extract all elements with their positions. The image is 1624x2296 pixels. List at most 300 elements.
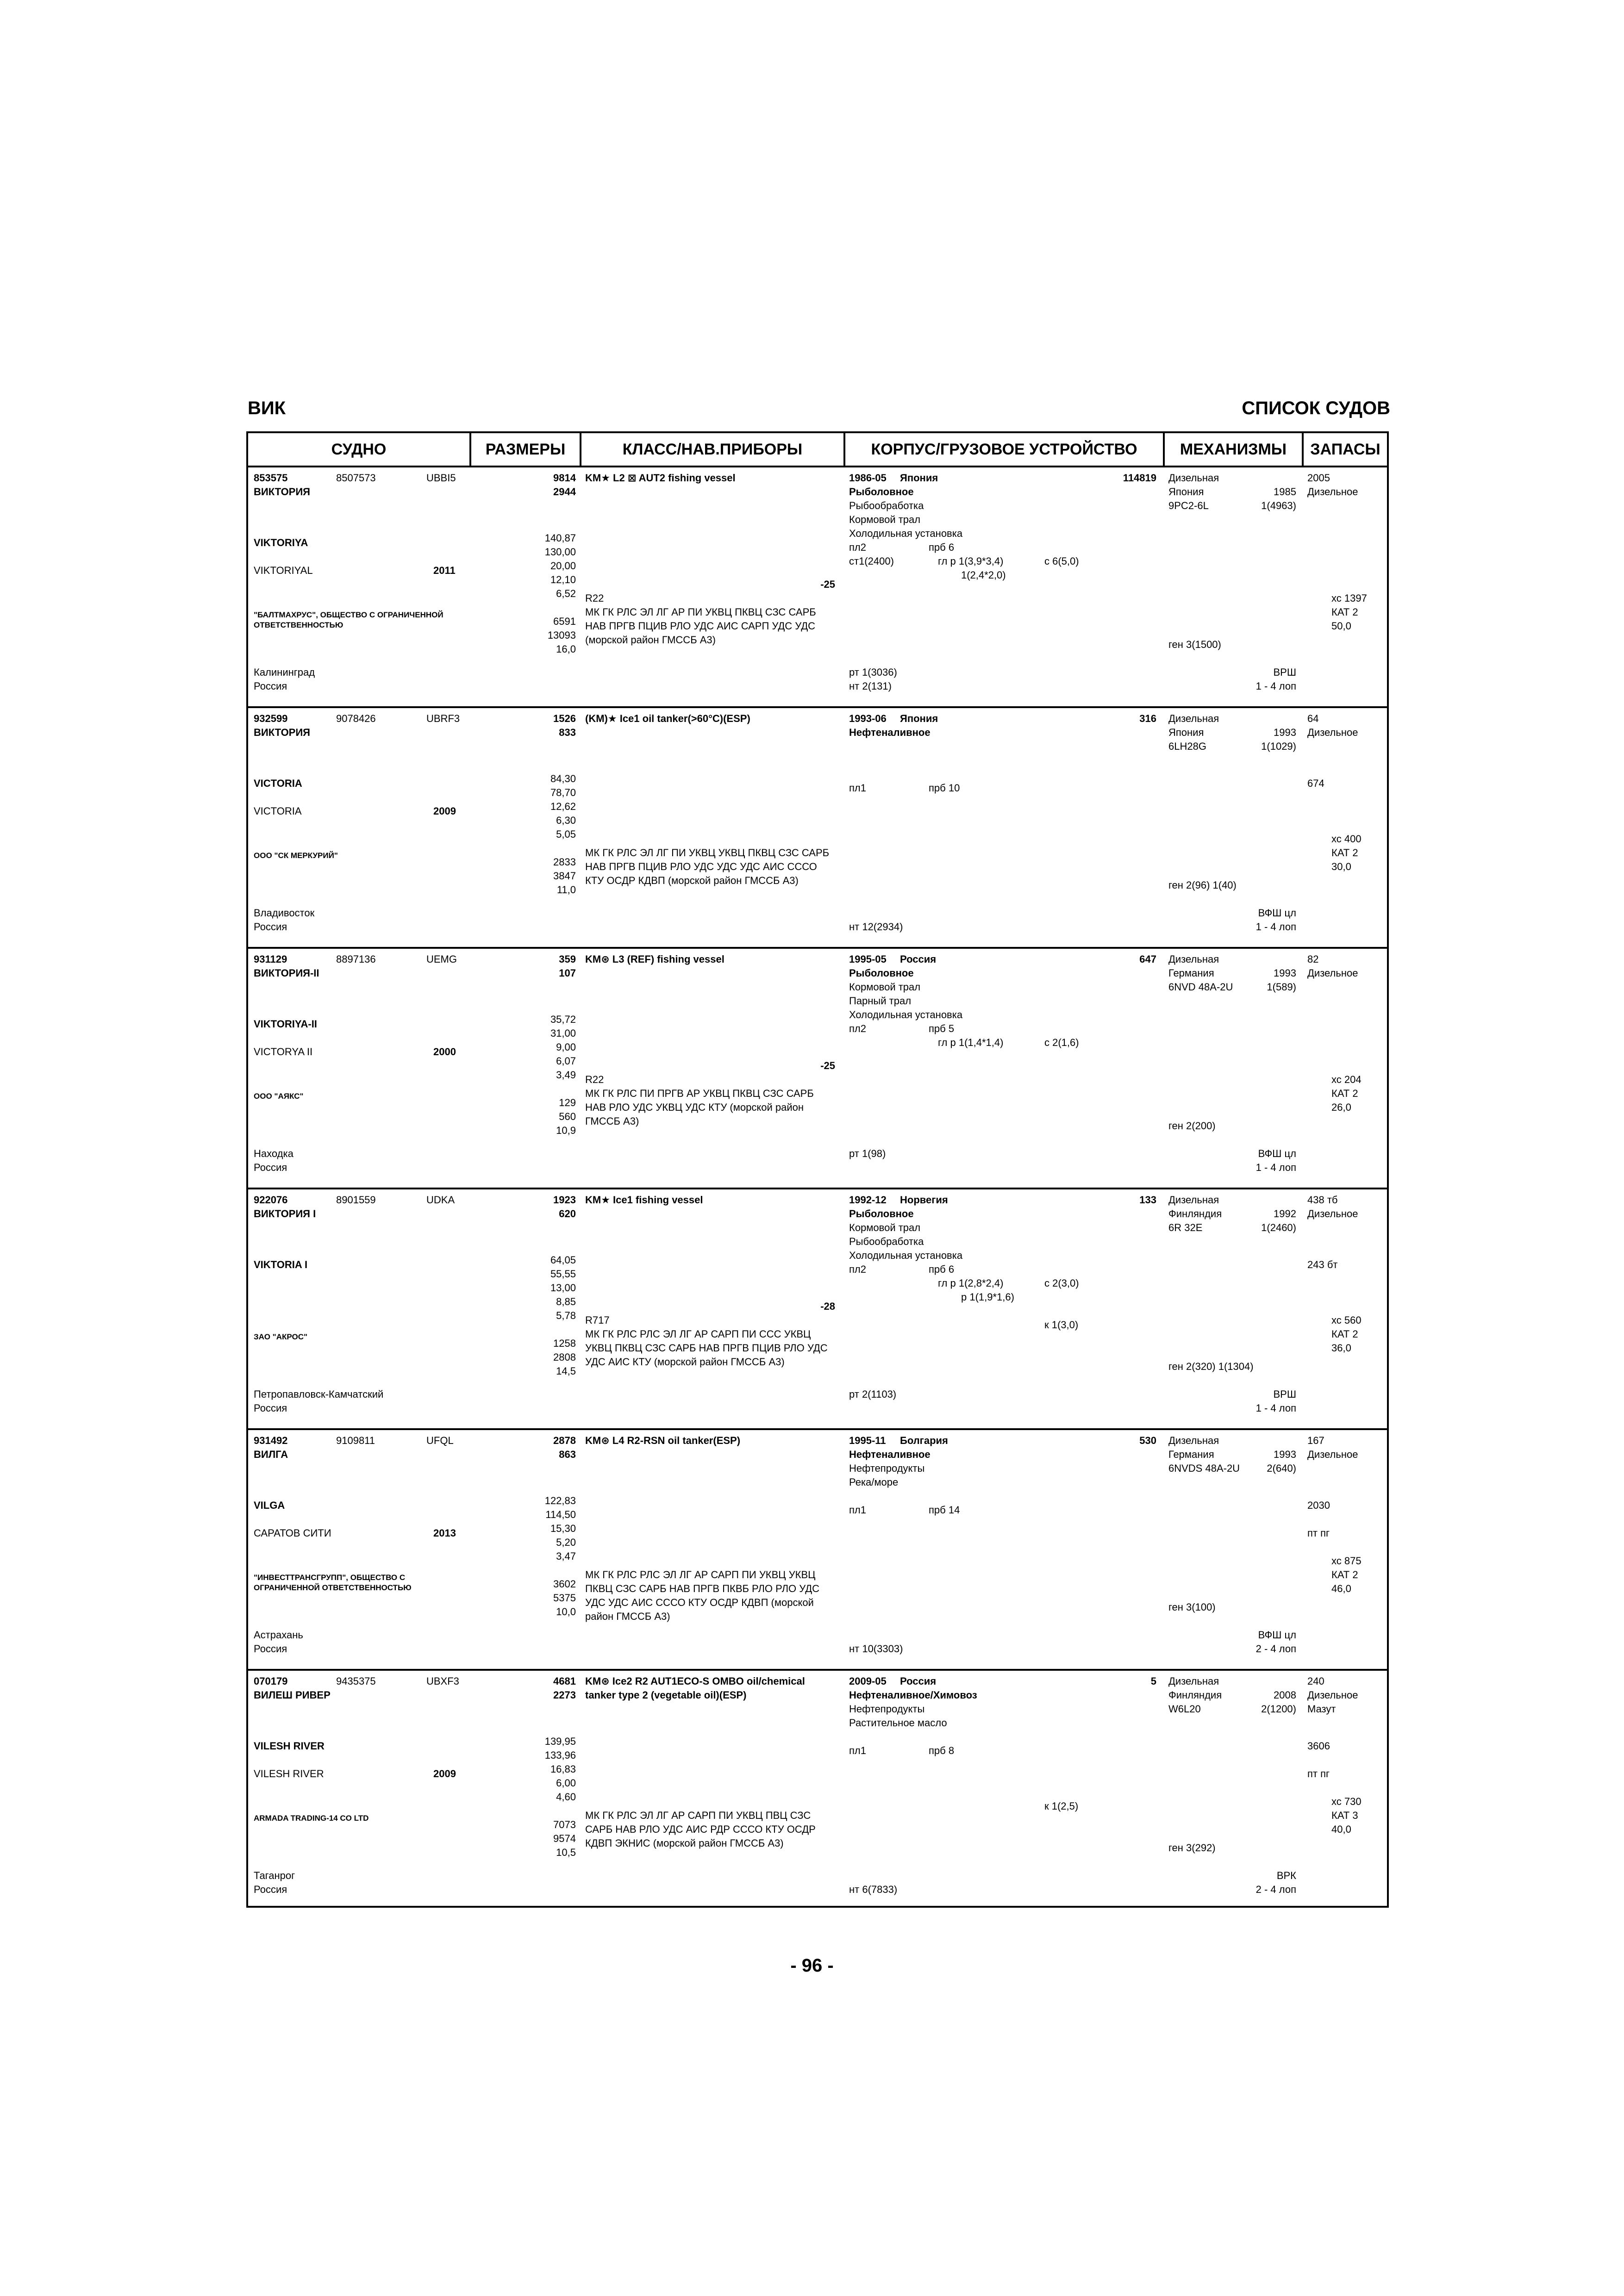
cell-dims2-2: 10,0 <box>556 1606 576 1618</box>
cell-dims2-2: 10,5 <box>556 1847 576 1858</box>
cell-fuel-a: 240 <box>1307 1675 1324 1687</box>
cell-engine-model: 6R 32E <box>1168 1222 1203 1233</box>
cell-kat: КАТ 3 <box>1331 1810 1358 1821</box>
cell-dims-top-1: 620 <box>559 1208 576 1220</box>
cell-gen: ген 3(100) <box>1168 1601 1216 1613</box>
cell-country: Россия <box>254 921 287 933</box>
cell-nt: нт 2(131) <box>849 680 892 692</box>
cell-name: ВИКТОРИЯ I <box>254 1208 316 1220</box>
cell-hull-lines-0: Рыболовное <box>849 1208 914 1220</box>
cell-engine-year: 1993 <box>1274 1449 1296 1460</box>
cell-owner: ЗАО "АКРОС" <box>254 1332 308 1341</box>
cell-dims2-0: 7073 <box>553 1819 576 1830</box>
cell-engine-power: 1(2460) <box>1261 1222 1296 1233</box>
cell-dims2-1: 560 <box>559 1111 576 1122</box>
cell-dims-3: 6,30 <box>556 815 576 826</box>
cell-dims-1: 114,50 <box>545 1509 576 1520</box>
cell-reg: 853575 <box>254 472 288 484</box>
cell-former-name: САРАТОВ СИТИ <box>254 1527 331 1539</box>
cell-cls: KM⊛ L4 R2-RSN oil tanker(ESP) <box>585 1435 741 1446</box>
cell-hull-lines-3: Холодильная установка <box>849 1009 963 1020</box>
cell-call: UFQL <box>426 1435 454 1446</box>
cell-cls-code: R22 <box>585 1074 604 1085</box>
cell-engine-model: 6NVD 48A-2U <box>1168 981 1233 993</box>
cell-call: UBRF3 <box>426 713 460 724</box>
cell-kat: КАТ 2 <box>1331 847 1358 859</box>
header-right: СПИСОК СУДОВ <box>1242 398 1390 418</box>
cell-name: ВИКТОРИЯ <box>254 727 310 738</box>
cell-rt: рт 1(98) <box>849 1148 886 1159</box>
cell-rt: рт 1(3036) <box>849 666 897 678</box>
cell-engine-year: 2008 <box>1274 1689 1296 1701</box>
cell-dims2-0: 6591 <box>553 616 576 627</box>
cell-xc: хс 875 <box>1331 1555 1362 1567</box>
vessel-record <box>248 467 1387 708</box>
cell-dims2-2: 10,9 <box>556 1125 576 1136</box>
cell-dims-2: 20,00 <box>550 560 576 572</box>
cell-hull-lines-3: Холодильная установка <box>849 1250 963 1261</box>
cell-engine-country: Финляндия <box>1168 1689 1222 1701</box>
cell-owner: "БАЛТМАХРУС", ОБЩЕСТВО С ОГРАНИЧЕННОЙ ОТВЕТСТВЕННОСТЬЮ <box>254 610 443 629</box>
cell-kat-v: 30,0 <box>1331 861 1351 872</box>
cell-dims-top-0: 1526 <box>553 713 576 724</box>
cell-builder: Япония <box>900 713 938 724</box>
cell-dims-1: 130,00 <box>544 546 576 558</box>
cell-built: 1992-12 <box>849 1194 887 1206</box>
cell-hull-b: прб 6 <box>929 541 955 553</box>
cell-dims2-1: 5375 <box>553 1592 576 1604</box>
cell-engine: Дизельная <box>1168 1675 1219 1687</box>
col-vessel: СУДНО <box>331 441 387 458</box>
cell-port: Владивосток <box>254 907 315 919</box>
cell-hull-lines-0: Нефтеналивное <box>849 1449 931 1460</box>
cell-hull-lines-2: Рыбообработка <box>849 1236 924 1247</box>
cell-hull-a: пл2 <box>849 1023 866 1034</box>
cell-imo: 8897136 <box>336 953 376 965</box>
cell-dims-1: 78,70 <box>550 787 576 798</box>
cell-engine-year: 1985 <box>1274 486 1296 498</box>
cell-call: UBXF3 <box>426 1675 459 1687</box>
cell-reg: 932599 <box>254 713 288 724</box>
cell-engine-country: Германия <box>1168 967 1214 979</box>
cell-dims-top-0: 4681 <box>553 1675 576 1687</box>
cell-prop: ВФШ цл <box>1258 1148 1296 1159</box>
cell-fuel-b: Дизельное <box>1307 1449 1358 1460</box>
cell-fuel-d: пт пг <box>1307 1527 1330 1539</box>
cell-prop: ВРШ <box>1273 666 1296 678</box>
cell-blades: 2 - 4 лоп <box>1255 1884 1296 1895</box>
cell-dims2-1: 13093 <box>547 629 576 641</box>
cell-dims-2: 16,83 <box>550 1763 576 1775</box>
cell-prop: ВРШ <box>1273 1388 1296 1400</box>
cell-engine-country: Япония <box>1168 486 1204 498</box>
cell-dims-4: 3,47 <box>556 1550 576 1562</box>
cell-yard-no: 647 <box>1139 953 1156 965</box>
cell-hull-lines-0: Нефтеналивное/Химовоз <box>849 1689 977 1701</box>
cell-hull-f: с 2(1,6) <box>1044 1037 1079 1048</box>
vessel-table <box>246 431 1389 1908</box>
cell-gen: ген 2(200) <box>1168 1120 1216 1132</box>
cell-dims-top-0: 2878 <box>553 1435 576 1446</box>
cell-temp: -28 <box>820 1300 835 1312</box>
cell-hull-lines-2: Растительное масло <box>849 1717 947 1729</box>
cell-fuel-a: 438 тб <box>1307 1194 1338 1206</box>
cell-dims-4: 6,52 <box>556 588 576 599</box>
cell-hull-lines-2: Кормовой трал <box>849 514 921 525</box>
cell-owner: ООО "СК МЕРКУРИЙ" <box>254 851 338 860</box>
cell-owner: ARMADA TRADING-14 CO LTD <box>254 1814 369 1823</box>
cell-country: Россия <box>254 1402 287 1414</box>
cell-blades: 1 - 4 лоп <box>1255 921 1296 933</box>
cell-dims-top-1: 863 <box>559 1449 576 1460</box>
cell-fuel-b: Дизельное <box>1307 727 1358 738</box>
cell-former-year: 2009 <box>433 805 456 817</box>
cell-fuel-b: Дизельное <box>1307 486 1358 498</box>
cell-engine: Дизельная <box>1168 953 1219 965</box>
cell-blades: 1 - 4 лоп <box>1255 1162 1296 1173</box>
cell-hull-c: ст1(2400) <box>849 555 894 567</box>
cell-dims2-0: 3602 <box>553 1578 576 1590</box>
cell-gen: ген 2(320) 1(1304) <box>1168 1361 1254 1372</box>
cell-hull-b: прб 10 <box>929 782 960 794</box>
cell-prop: ВФШ цл <box>1258 907 1296 919</box>
col-stores: ЗАПАСЫ <box>1302 433 1387 466</box>
cell-call: UBBI5 <box>426 472 456 484</box>
cell-cls: KM★ L2 ⊠ AUT2 fishing vessel <box>585 472 736 484</box>
cell-yard-no: 530 <box>1139 1435 1156 1446</box>
cell-country: Россия <box>254 1643 287 1655</box>
cell-blades: 1 - 4 лоп <box>1255 680 1296 692</box>
cell-fuel-b: Дизельное <box>1307 967 1358 979</box>
cell-former-year: 2011 <box>433 565 456 576</box>
cell-nt: нт 12(2934) <box>849 921 903 933</box>
cell-owner: "ИНВЕСТТРАНСГРУПП", ОБЩЕСТВО С ОГРАНИЧЕННОЙ ОТВЕТСТВЕННОСТЬЮ <box>254 1573 412 1592</box>
cell-dims-1: 133,96 <box>544 1749 576 1761</box>
cell-gen: ген 3(1500) <box>1168 639 1221 650</box>
cell-former-year: 2009 <box>433 1768 456 1780</box>
cell-dims2-0: 129 <box>559 1097 576 1108</box>
cell-kat-v: 40,0 <box>1331 1823 1351 1835</box>
cell-dims-4: 3,49 <box>556 1069 576 1081</box>
cell-kat-v: 26,0 <box>1331 1101 1351 1113</box>
cell-hull-lines-0: Рыболовное <box>849 486 914 498</box>
cell-cls-code: R717 <box>585 1314 610 1326</box>
col-dims: РАЗМЕРЫ <box>469 433 580 466</box>
cell-reg: 922076 <box>254 1194 288 1206</box>
cell-port: Таганрог <box>254 1870 295 1881</box>
cell-kat-v: 46,0 <box>1331 1583 1351 1594</box>
vessel-record <box>248 708 1387 949</box>
cell-hull-e: р 1(1,9*1,6) <box>961 1291 1014 1303</box>
vessel-record <box>248 1430 1387 1671</box>
cell-name: ВИЛЕШ РИВЕР <box>254 1689 331 1701</box>
cell-builder: Россия <box>900 953 937 965</box>
page-number: - 96 - <box>790 1955 834 1976</box>
cell-hull-a: пл1 <box>849 782 866 794</box>
cell-name-lat: VICTORIA <box>254 778 302 789</box>
cell-engine-country: Япония <box>1168 727 1204 738</box>
cell-dims-4: 4,60 <box>556 1791 576 1803</box>
cell-country: Россия <box>254 680 287 692</box>
cell-dims-0: 35,72 <box>550 1014 576 1025</box>
cell-kat: КАТ 2 <box>1331 1088 1358 1099</box>
cell-hull-b: прб 5 <box>929 1023 955 1034</box>
cell-prop: ВФШ цл <box>1258 1629 1296 1641</box>
cell-xc: хс 560 <box>1331 1314 1362 1326</box>
cell-dims2-2: 11,0 <box>556 884 576 896</box>
cell-hull-lines-0: Рыболовное <box>849 967 914 979</box>
cell-temp: -25 <box>820 1060 835 1071</box>
cell-name-lat: VIKTORIYA-II <box>254 1018 317 1030</box>
cell-owner: ООО "АЯКС" <box>254 1092 304 1101</box>
cell-hull-lines-1: Нефтепродукты <box>849 1703 925 1715</box>
cell-port: Петропавловск-Камчатский <box>254 1388 384 1400</box>
header-left: ВИК <box>248 398 286 418</box>
cell-hull-b: прб 14 <box>929 1504 960 1516</box>
cell-port: Астрахань <box>254 1629 303 1641</box>
cell-hull-lines-0: Нефтеналивное <box>849 727 931 738</box>
cell-dims2-0: 1258 <box>553 1338 576 1349</box>
cell-engine-power: 2(640) <box>1267 1462 1296 1474</box>
cell-engine-country: Финляндия <box>1168 1208 1222 1220</box>
cell-dims2-2: 14,5 <box>556 1365 576 1377</box>
cell-fuel-c: 2030 <box>1307 1500 1330 1511</box>
cell-fuel-b: Дизельное <box>1307 1689 1358 1701</box>
cell-dims-2: 12,62 <box>550 801 576 812</box>
cell-name: ВИЛГА <box>254 1449 288 1460</box>
cell-nav: МК ГК РЛС РЛС ЭЛ ЛГ АР САРП ПИ ССС УКВЦ УКВЦ ПКВЦ СЗС САРБ НАВ ПРГВ ПЦИВ РЛО УДС УДС АИС КТУ (морской район ГМССБ А3) <box>585 1328 828 1368</box>
cell-xc: хс 400 <box>1331 833 1362 845</box>
cell-hull-lines-1: Нефтепродукты <box>849 1462 925 1474</box>
cell-fuel-a: 64 <box>1307 713 1319 724</box>
cell-engine-model: 6NVDS 48A-2U <box>1168 1462 1240 1474</box>
cell-dims-3: 8,85 <box>556 1296 576 1307</box>
cell-fuel-d: пт пг <box>1307 1768 1330 1780</box>
cell-builder: Россия <box>900 1675 937 1687</box>
cell-hull-lines-1: Рыбообработка <box>849 500 924 511</box>
cell-hull-f: с 6(5,0) <box>1044 555 1079 567</box>
cell-kat-v: 36,0 <box>1331 1342 1351 1354</box>
cell-builder: Болгария <box>900 1435 948 1446</box>
cell-xc: хс 1397 <box>1331 592 1367 604</box>
cell-nav: МК ГК РЛС РЛС ЭЛ ЛГ АР САРП ПИ УКВЦ УКВЦ ПКВЦ СЗС САРБ НАВ ПРГВ ПКВБ РЛО РЛО УДС УДС УДС АИС СССО КТУ ОСДР КДВП (морской район ГМССБ А3) <box>585 1569 820 1622</box>
cell-yard-no: 316 <box>1139 713 1156 724</box>
cell-dims2-1: 2808 <box>553 1351 576 1363</box>
cell-engine-country: Германия <box>1168 1449 1214 1460</box>
cell-gen: ген 3(292) <box>1168 1842 1216 1854</box>
cell-cls: (KM)★ Ice1 oil tanker(>60°C)(ESP) <box>585 713 750 724</box>
cell-name-lat: VIKTORIYA <box>254 537 308 548</box>
cell-call: UDKA <box>426 1194 455 1206</box>
cell-dims-3: 12,10 <box>550 574 576 585</box>
cell-nav: МК ГК РЛС ПИ ПРГВ АР УКВЦ ПКВЦ СЗС САРБ НАВ РЛО УДС УКВЦ УДС КТУ (морской район ГМССБ А3) <box>585 1088 814 1127</box>
cell-former-name: VICTORIA <box>254 805 302 817</box>
cell-prop: ВРК <box>1276 1870 1296 1881</box>
cell-cls: KM⊛ L3 (REF) fishing vessel <box>585 953 725 965</box>
cell-former-year: 2000 <box>433 1046 456 1058</box>
cell-yard-no: 133 <box>1139 1194 1156 1206</box>
cell-nav: МК ГК РЛС ЭЛ ЛГ ПИ УКВЦ УКВЦ ПКВЦ СЗС САРБ НАВ ПРГВ ПЦИВ РЛО УДС УДС УДС АИС СССО КТУ ОСДР КДВП (морской район ГМССБ А3) <box>585 847 830 886</box>
cell-kat-v: 50,0 <box>1331 620 1351 632</box>
cell-hull-d: гл р 1(1,4*1,4) <box>938 1037 1004 1048</box>
cell-port: Калининград <box>254 666 315 678</box>
cell-fuel-c: 674 <box>1307 778 1324 789</box>
cell-hull-d: гл р 1(2,8*2,4) <box>938 1277 1004 1289</box>
cell-dims-2: 15,30 <box>550 1523 576 1534</box>
cell-former-name: VICTORYA II <box>254 1046 313 1058</box>
vessel-record <box>248 949 1387 1189</box>
cell-dims-0: 140,87 <box>544 532 576 544</box>
cell-fuel-b: Дизельное <box>1307 1208 1358 1220</box>
cell-dims-top-0: 359 <box>559 953 576 965</box>
cell-engine-power: 1(1029) <box>1261 740 1296 752</box>
cell-dims-4: 5,78 <box>556 1310 576 1321</box>
cell-dims-1: 31,00 <box>550 1027 576 1039</box>
cell-imo: 8901559 <box>336 1194 376 1206</box>
cell-builder: Япония <box>900 472 938 484</box>
cell-fuel-a: 167 <box>1307 1435 1324 1446</box>
cell-engine-year: 1993 <box>1274 727 1296 738</box>
cell-kat: КАТ 2 <box>1331 1569 1358 1580</box>
cell-dims-top-1: 107 <box>559 967 576 979</box>
cell-dims-4: 5,05 <box>556 828 576 840</box>
cell-name-lat: VIKTORIA I <box>254 1259 308 1270</box>
cell-hull-b: прб 6 <box>929 1263 955 1275</box>
cell-extra: к 1(2,5) <box>1044 1800 1079 1812</box>
cell-kat: КАТ 2 <box>1331 606 1358 618</box>
cell-dims2-1: 3847 <box>553 870 576 882</box>
cell-country: Россия <box>254 1162 287 1173</box>
cell-built: 1995-11 <box>849 1435 886 1446</box>
cell-rt: рт 2(1103) <box>849 1388 897 1400</box>
cell-engine-year: 1993 <box>1274 967 1296 979</box>
cell-dims-top-0: 1923 <box>553 1194 576 1206</box>
cell-engine-model: 9PC2-6L <box>1168 500 1209 511</box>
cell-reg: 070179 <box>254 1675 288 1687</box>
cell-hull-lines-1: Кормовой трал <box>849 1222 921 1233</box>
cell-engine-power: 1(4963) <box>1261 500 1296 511</box>
cell-name: ВИКТОРИЯ-II <box>254 967 319 979</box>
cell-hull-a: пл2 <box>849 541 866 553</box>
cell-port: Находка <box>254 1148 294 1159</box>
cell-name-lat: VILGA <box>254 1500 285 1511</box>
cell-former-year: 2013 <box>433 1527 456 1539</box>
cell-yard-no: 5 <box>1150 1675 1156 1687</box>
cell-hull-lines-3: Холодильная установка <box>849 528 963 539</box>
cell-imo: 8507573 <box>336 472 376 484</box>
cell-dims2-2: 16,0 <box>556 643 576 655</box>
cell-nt: нт 10(3303) <box>849 1643 903 1655</box>
vessel-record <box>248 1671 1387 1911</box>
cell-nav: МК ГК РЛС ЭЛ ЛГ АР САРП ПИ УКВЦ ПВЦ СЗС САРБ НАВ РЛО УДС АИС РДР СССО КТУ ОСДР КДВП ЭКНИС (морской район ГМССБ А3) <box>585 1810 816 1849</box>
cell-xc: хс 204 <box>1331 1074 1362 1085</box>
cell-fuel-b2: Мазут <box>1307 1703 1336 1715</box>
cell-nav: МК ГК РЛС ЭЛ ЛГ АР ПИ УКВЦ ПКВЦ СЗС САРБ НАВ ПРГВ ПЦИВ РЛО УДС АИС САРП УДС УДС (морской район ГМССБ А3) <box>585 606 816 646</box>
cell-dims-0: 122,83 <box>544 1495 576 1506</box>
cell-name-lat: VILESH RIVER <box>254 1740 325 1752</box>
cell-engine: Дизельная <box>1168 713 1219 724</box>
cell-hull-a: пл1 <box>849 1745 866 1756</box>
cell-yard-no: 114819 <box>1123 472 1156 484</box>
cell-former-name: VILESH RIVER <box>254 1768 324 1780</box>
cell-xc: хс 730 <box>1331 1796 1362 1807</box>
cell-dims-2: 13,00 <box>550 1282 576 1294</box>
cell-dims-0: 139,95 <box>544 1736 576 1747</box>
cell-kat: КАТ 2 <box>1331 1328 1358 1340</box>
cell-hull-lines-1: Кормовой трал <box>849 981 921 993</box>
cell-engine-power: 1(589) <box>1267 981 1296 993</box>
cell-built: 1993-06 <box>849 713 887 724</box>
cell-imo: 9078426 <box>336 713 376 724</box>
cell-imo: 9109811 <box>336 1435 375 1446</box>
cell-dims-1: 55,55 <box>550 1268 576 1280</box>
cell-dims-2: 9,00 <box>556 1041 576 1053</box>
cell-built: 2009-05 <box>849 1675 887 1687</box>
cell-nt: нт 6(7833) <box>849 1884 898 1895</box>
cell-fuel-c: 243 бт <box>1307 1259 1338 1270</box>
cell-built: 1986-05 <box>849 472 887 484</box>
cell-hull-a: пл1 <box>849 1504 866 1516</box>
col-machinery: МЕХАНИЗМЫ <box>1163 433 1302 466</box>
cell-cls: KM★ Ice1 fishing vessel <box>585 1194 703 1206</box>
cell-engine: Дизельная <box>1168 1435 1219 1446</box>
cell-dims-top-1: 833 <box>559 727 576 738</box>
cell-dims2-0: 2833 <box>553 856 576 868</box>
col-hull: КОРПУС/ГРУЗОВОЕ УСТРОЙСТВО <box>843 433 1163 466</box>
cell-engine-year: 1992 <box>1274 1208 1296 1220</box>
cell-engine: Дизельная <box>1168 472 1219 484</box>
cell-call: UEMG <box>426 953 457 965</box>
cell-dims-0: 84,30 <box>550 773 576 784</box>
cell-dims-0: 64,05 <box>550 1254 576 1266</box>
cell-dims-top-1: 2944 <box>553 486 576 498</box>
cell-dims-top-1: 2273 <box>553 1689 576 1701</box>
cell-fuel-c: 3606 <box>1307 1740 1330 1752</box>
cell-hull-lines-2: Парный трал <box>849 995 912 1007</box>
cell-hull-f: с 2(3,0) <box>1044 1277 1079 1289</box>
cell-blades: 1 - 4 лоп <box>1255 1402 1296 1414</box>
cell-engine: Дизельная <box>1168 1194 1219 1206</box>
cell-blades: 2 - 4 лоп <box>1255 1643 1296 1655</box>
cell-reg: 931129 <box>254 953 287 965</box>
cell-hull-b: прб 8 <box>929 1745 955 1756</box>
cell-fuel-a: 2005 <box>1307 472 1330 484</box>
cell-dims-top-0: 9814 <box>553 472 576 484</box>
cell-dims2-1: 9574 <box>553 1833 576 1844</box>
cell-hull-lines-2: Река/море <box>849 1476 899 1488</box>
vessel-record <box>248 1189 1387 1430</box>
cell-gen: ген 2(96) 1(40) <box>1168 879 1237 891</box>
cell-cls: KM⊛ Ice2 R2 AUT1ECO-S OMBO oil/chemical tanker type 2 (vegetable oil)(ESP) <box>585 1675 805 1701</box>
cell-engine-power: 2(1200) <box>1261 1703 1296 1715</box>
cell-temp: -25 <box>820 579 835 590</box>
cell-hull-a: пл2 <box>849 1263 866 1275</box>
cell-fuel-a: 82 <box>1307 953 1319 965</box>
cell-engine-model: 6LH28G <box>1168 740 1206 752</box>
cell-reg: 931492 <box>254 1435 288 1446</box>
cell-engine-model: W6L20 <box>1168 1703 1201 1715</box>
cell-extra: к 1(3,0) <box>1044 1319 1079 1331</box>
cell-built: 1995-05 <box>849 953 887 965</box>
cell-dims-3: 5,20 <box>556 1537 576 1548</box>
col-class: КЛАСС/НАВ.ПРИБОРЫ <box>580 433 843 466</box>
cell-imo: 9435375 <box>336 1675 376 1687</box>
cell-former-name: VIKTORIYAL <box>254 565 313 576</box>
cell-builder: Норвегия <box>900 1194 948 1206</box>
cell-name: ВИКТОРИЯ <box>254 486 310 498</box>
cell-cls-code: R22 <box>585 592 604 604</box>
cell-hull-e: 1(2,4*2,0) <box>961 569 1006 581</box>
